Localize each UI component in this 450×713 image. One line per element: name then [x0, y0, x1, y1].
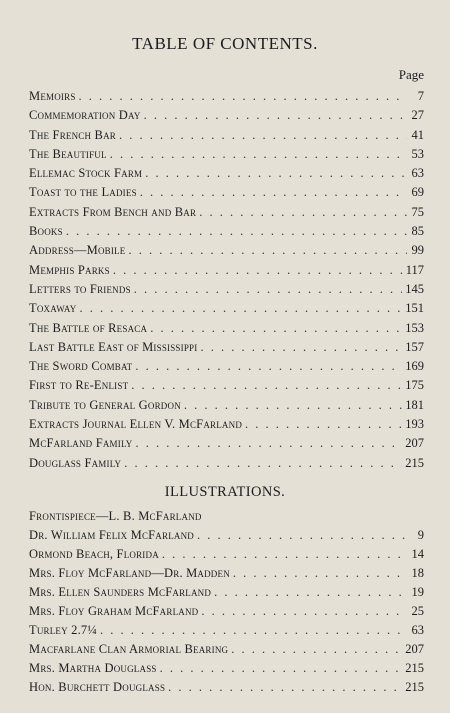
contents-entry: [29, 185, 424, 204]
leader-dots: [113, 263, 403, 278]
contents-entry-title: Last Battle East of Mississippi: [29, 339, 198, 354]
leader-dots: [119, 128, 407, 143]
illustration-entry-title: Hon. Burchett Douglass: [29, 680, 166, 694]
contents-entry: [29, 224, 424, 243]
contents-entry-title: Douglass Family: [29, 455, 122, 470]
contents-entry-title: The Battle of Resaca: [29, 320, 148, 335]
illustration-entry-page: 25: [411, 604, 424, 618]
leader-dots: [66, 224, 407, 239]
contents-entry: [29, 378, 424, 397]
contents-entry: [29, 205, 424, 224]
illustration-entry: [29, 680, 424, 699]
leader-dots: [231, 642, 402, 657]
contents-entry: [29, 417, 424, 436]
contents-entry: [29, 359, 424, 378]
contents-entry-title: Toast to the Ladies: [29, 185, 137, 200]
leader-dots: [128, 243, 407, 258]
illustration-entry-page: 9: [417, 528, 424, 542]
frontispiece-entry: [29, 509, 424, 528]
contents-entry: [29, 456, 424, 475]
page-title: TABLE OF CONTENTS.: [132, 34, 318, 53]
illustration-entry: [29, 528, 424, 547]
contents-entry-page: 215: [405, 455, 424, 470]
contents-entry-page: 99: [411, 243, 424, 258]
contents-entry-page: 117: [405, 262, 424, 277]
contents-entry-title: Address—Mobile: [29, 243, 126, 258]
leader-dots: [160, 661, 403, 676]
leader-dots: [214, 585, 407, 600]
illustration-entry-page: 215: [405, 680, 424, 694]
contents-entry-page: 69: [411, 185, 424, 200]
illustration-entry: [29, 661, 424, 680]
leader-dots: [245, 417, 402, 432]
contents-entry: [29, 166, 424, 185]
illustration-entry: [29, 604, 424, 623]
leader-dots: [134, 282, 402, 297]
contents-entry-title: Memphis Parks: [29, 262, 110, 277]
leader-dots: [100, 623, 407, 638]
leader-dots: [184, 398, 402, 413]
contents-entry-title: Letters to Friends: [29, 281, 131, 296]
contents-entry-page: 153: [405, 320, 424, 335]
contents-entry: [29, 301, 424, 320]
contents-entry: [29, 243, 424, 262]
contents-entry: [29, 108, 424, 127]
leader-dots: [168, 680, 402, 695]
illustration-entry-page: 18: [411, 566, 424, 580]
leader-dots: [162, 547, 407, 562]
illustration-entry-title: Mrs. Floy McFarland—Dr. Madden: [29, 566, 230, 580]
illustration-entry-page: 63: [411, 623, 424, 637]
contents-entry: [29, 282, 424, 301]
contents-entry: [29, 128, 424, 147]
illustration-entry: [29, 566, 424, 585]
contents-entry-title: The French Bar: [29, 127, 116, 142]
contents-entry-title: Tribute to General Gordon: [29, 397, 181, 412]
contents-entry-page: 41: [411, 127, 424, 142]
contents-entry-title: Memoirs: [29, 89, 76, 103]
contents-entry-title: First to Re-Enlist: [29, 378, 129, 393]
leader-dots: [135, 359, 402, 374]
contents-entry-title: Extracts From Bench and Bar: [29, 204, 197, 219]
contents-entry-title: The Beautiful: [29, 146, 107, 161]
contents-entry: [29, 340, 424, 359]
contents-entry: [29, 147, 424, 166]
leader-dots: [201, 604, 407, 619]
illustration-entry-title: Mrs. Ellen Saunders McFarland: [29, 585, 212, 599]
contents-entry-page: 53: [411, 146, 424, 161]
illustration-entry-title: Macfarlane Clan Armorial Bearing: [29, 642, 229, 656]
leader-dots: [233, 566, 407, 581]
contents-entry-title: Extracts Journal Ellen V. McFarland: [29, 417, 243, 432]
illustration-entry-page: 215: [405, 661, 424, 675]
contents-entry-title: Ellemac Stock Farm: [29, 166, 143, 181]
illustration-entry-page: 19: [411, 585, 424, 599]
illustrations-heading: ILLUSTRATIONS.: [164, 484, 286, 500]
illustration-entry-title: Ormond Beach, Florida: [29, 547, 159, 561]
contents-entry-page: 175: [405, 378, 424, 393]
leader-dots: [140, 185, 407, 200]
leader-dots: [135, 436, 402, 451]
illustration-entry-title: Mrs. Floy Graham McFarland: [29, 604, 199, 618]
contents-entry: [29, 89, 424, 108]
contents-entry-title: Commemoration Day: [29, 108, 141, 123]
contents-entry: [29, 398, 424, 417]
contents-entry-page: 193: [405, 417, 424, 432]
leader-dots: [197, 528, 407, 543]
illustration-entry: [29, 642, 424, 661]
leader-dots: [79, 301, 402, 316]
illustration-entry-title: Turley 2.7¼: [29, 623, 97, 637]
illustration-entry-title: Dr. William Felix McFarland: [29, 528, 195, 542]
contents-entry-title: McFarland Family: [29, 436, 133, 451]
contents-entry-title: Books: [29, 224, 63, 239]
contents-entry-page: 207: [405, 436, 424, 451]
contents-entry-page: 181: [405, 397, 424, 412]
illustration-entry-page: 207: [405, 642, 424, 656]
contents-entry: [29, 263, 424, 282]
contents-entry-title: Toxaway: [29, 301, 77, 316]
illustration-entry-title: Mrs. Martha Douglass: [29, 661, 157, 675]
leader-dots: [79, 89, 407, 104]
contents-entry: [29, 321, 424, 340]
illustrations-list: [29, 528, 424, 699]
illustration-entry-page: 14: [411, 547, 424, 561]
leader-dots: [199, 205, 407, 220]
contents-list: [29, 89, 424, 475]
leader-dots: [110, 147, 407, 162]
leader-dots: [124, 456, 402, 471]
leader-dots: [150, 321, 402, 336]
contents-entry-page: 7: [417, 89, 424, 103]
contents-entry-page: 75: [411, 204, 424, 219]
contents-entry-page: 63: [411, 166, 424, 181]
frontispiece-title: Frontispiece—L. B. McFarland: [29, 509, 202, 523]
leader-dots: [144, 108, 407, 123]
illustration-entry: [29, 585, 424, 604]
leader-dots: [131, 378, 402, 393]
contents-entry-title: The Sword Combat: [29, 359, 133, 374]
contents-entry-page: 169: [405, 359, 424, 374]
contents-entry-page: 145: [405, 281, 424, 296]
contents-entry: [29, 436, 424, 455]
contents-entry-page: 85: [411, 224, 424, 239]
illustration-entry: [29, 547, 424, 566]
leader-dots: [145, 166, 407, 181]
contents-entry-page: 157: [405, 339, 424, 354]
leader-dots: [200, 340, 402, 355]
illustration-entry: [29, 623, 424, 642]
contents-entry-page: 27: [411, 108, 424, 123]
contents-entry-page: 151: [405, 301, 424, 316]
page-column-label: Page: [398, 67, 424, 82]
